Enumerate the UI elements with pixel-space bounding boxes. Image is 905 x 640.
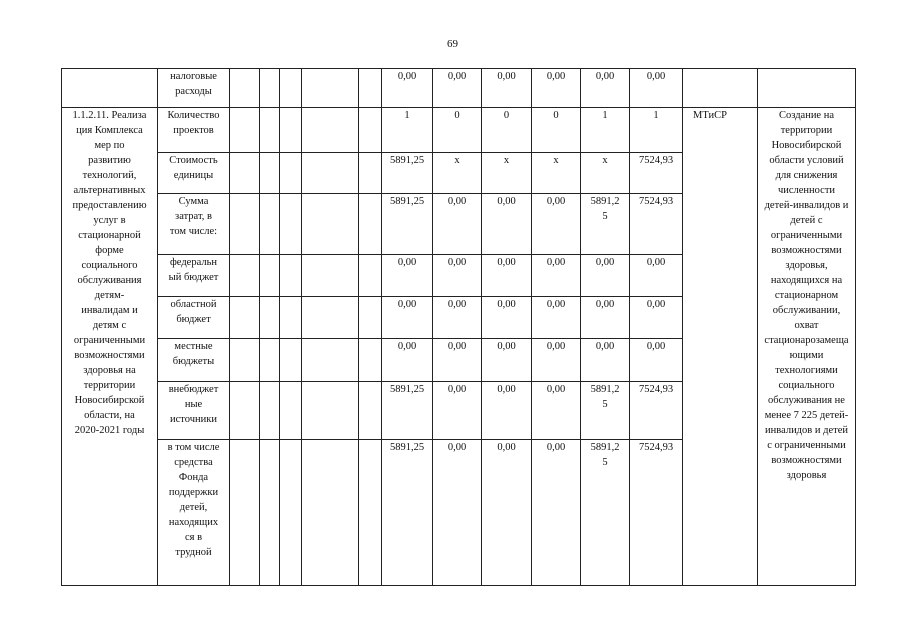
value-cell: 5891,25 — [382, 382, 433, 440]
value-cell: 0,00 — [433, 194, 482, 255]
empty-cell — [260, 255, 280, 297]
row-label: Количество проектов — [158, 108, 230, 153]
empty-cell — [302, 255, 359, 297]
empty-cell — [302, 382, 359, 440]
value-cell: 0,00 — [581, 297, 630, 339]
empty-cell — [359, 255, 382, 297]
empty-cell — [280, 108, 302, 153]
empty-cell — [359, 108, 382, 153]
value-cell: 0 — [433, 108, 482, 153]
value-cell: 0,00 — [581, 69, 630, 108]
row-label: в том числе средства Фонда поддержки детей, находящих ся в трудной — [158, 440, 230, 586]
empty-cell — [280, 297, 302, 339]
empty-cell — [302, 69, 359, 108]
value-cell: 0,00 — [433, 440, 482, 586]
empty-cell — [302, 153, 359, 194]
empty-cell — [683, 69, 758, 108]
value-cell: 5891,2 5 — [581, 382, 630, 440]
row-label: Стоимость единицы — [158, 153, 230, 194]
empty-cell — [62, 69, 158, 108]
value-cell: 0,00 — [433, 382, 482, 440]
empty-cell — [302, 440, 359, 586]
value-cell: 1 — [382, 108, 433, 153]
program-table — [61, 68, 856, 586]
value-cell: 0,00 — [382, 255, 433, 297]
value-cell: 0,00 — [482, 69, 532, 108]
empty-cell — [260, 194, 280, 255]
value-cell: 0,00 — [581, 255, 630, 297]
empty-cell — [260, 69, 280, 108]
value-cell: 0,00 — [482, 440, 532, 586]
empty-cell — [230, 297, 260, 339]
empty-cell — [230, 69, 260, 108]
value-cell: 1 — [581, 108, 630, 153]
value-cell: 0,00 — [532, 194, 581, 255]
value-cell: 0,00 — [482, 382, 532, 440]
empty-cell — [230, 153, 260, 194]
row-label: местные бюджеты — [158, 339, 230, 382]
value-cell: 0,00 — [382, 69, 433, 108]
value-cell: 0,00 — [532, 297, 581, 339]
empty-cell — [280, 440, 302, 586]
value-cell: 0,00 — [433, 255, 482, 297]
empty-cell — [230, 339, 260, 382]
value-cell: 0,00 — [382, 297, 433, 339]
value-cell: x — [433, 153, 482, 194]
value-cell: 5891,2 5 — [581, 440, 630, 586]
value-cell: x — [482, 153, 532, 194]
empty-cell — [260, 382, 280, 440]
value-cell: 0,00 — [532, 382, 581, 440]
empty-cell — [230, 440, 260, 586]
empty-cell — [359, 440, 382, 586]
value-cell: 1 — [630, 108, 683, 153]
empty-cell — [302, 339, 359, 382]
value-cell: 0,00 — [482, 297, 532, 339]
value-cell: 5891,25 — [382, 440, 433, 586]
value-cell: 7524,93 — [630, 153, 683, 194]
value-cell: 0,00 — [630, 339, 683, 382]
expected-result: Создание на территории Новосибирской области условий для снижения численности детей-инвалидов и детей с ограниченными возможностями здоровья, находящихся на стационарном обслуживании, охват стационарозамеща ющими технологиями социального обслуживания не менее 7 225 детей- инвалидов и детей с ограниченными возможностями здоровья — [758, 108, 856, 586]
measure-title: 1.1.2.11. Реализа ция Комплекса мер по развитию технологий, альтернативных предоставлению услуг в стационарной форме социального обслуживания детям- инвалидам и детям с ограниченными возможностями здоровья на территории Новосибирской области, на 2020-2021 годы — [62, 108, 158, 586]
empty-cell — [260, 153, 280, 194]
value-cell: 0,00 — [581, 339, 630, 382]
empty-cell — [230, 382, 260, 440]
value-cell: 0 — [482, 108, 532, 153]
value-cell: x — [581, 153, 630, 194]
table-row — [62, 108, 856, 153]
empty-cell — [302, 108, 359, 153]
value-cell: 0,00 — [482, 339, 532, 382]
value-cell: 0 — [532, 108, 581, 153]
value-cell: 5891,25 — [382, 153, 433, 194]
row-label: федеральн ый бюджет — [158, 255, 230, 297]
empty-cell — [230, 255, 260, 297]
executor: МТиСР — [683, 108, 758, 586]
value-cell: 0,00 — [630, 297, 683, 339]
row-label: Сумма затрат, в том числе: — [158, 194, 230, 255]
empty-cell — [359, 69, 382, 108]
empty-cell — [280, 153, 302, 194]
empty-cell — [302, 194, 359, 255]
page-number: 69 — [447, 38, 458, 50]
value-cell: 0,00 — [532, 255, 581, 297]
empty-cell — [280, 194, 302, 255]
empty-cell — [359, 194, 382, 255]
value-cell: 7524,93 — [630, 194, 683, 255]
value-cell: 0,00 — [482, 255, 532, 297]
empty-cell — [260, 297, 280, 339]
value-cell: 0,00 — [382, 339, 433, 382]
row-label: областной бюджет — [158, 297, 230, 339]
value-cell: 0,00 — [532, 339, 581, 382]
empty-cell — [230, 194, 260, 255]
empty-cell — [280, 339, 302, 382]
value-cell: 0,00 — [630, 255, 683, 297]
empty-cell — [230, 108, 260, 153]
empty-cell — [260, 440, 280, 586]
value-cell: 0,00 — [630, 69, 683, 108]
row-label: налоговые расходы — [158, 69, 230, 108]
empty-cell — [359, 382, 382, 440]
value-cell: 5891,2 5 — [581, 194, 630, 255]
empty-cell — [280, 69, 302, 108]
table-row — [62, 69, 856, 108]
value-cell: x — [532, 153, 581, 194]
empty-cell — [260, 339, 280, 382]
empty-cell — [280, 382, 302, 440]
empty-cell — [359, 153, 382, 194]
empty-cell — [758, 69, 856, 108]
empty-cell — [359, 297, 382, 339]
value-cell: 0,00 — [433, 297, 482, 339]
value-cell: 0,00 — [433, 339, 482, 382]
value-cell: 0,00 — [433, 69, 482, 108]
empty-cell — [280, 255, 302, 297]
value-cell: 0,00 — [482, 194, 532, 255]
value-cell: 7524,93 — [630, 440, 683, 586]
empty-cell — [302, 297, 359, 339]
row-label: внебюджет ные источники — [158, 382, 230, 440]
value-cell: 0,00 — [532, 440, 581, 586]
empty-cell — [260, 108, 280, 153]
value-cell: 5891,25 — [382, 194, 433, 255]
value-cell: 0,00 — [532, 69, 581, 108]
value-cell: 7524,93 — [630, 382, 683, 440]
empty-cell — [359, 339, 382, 382]
